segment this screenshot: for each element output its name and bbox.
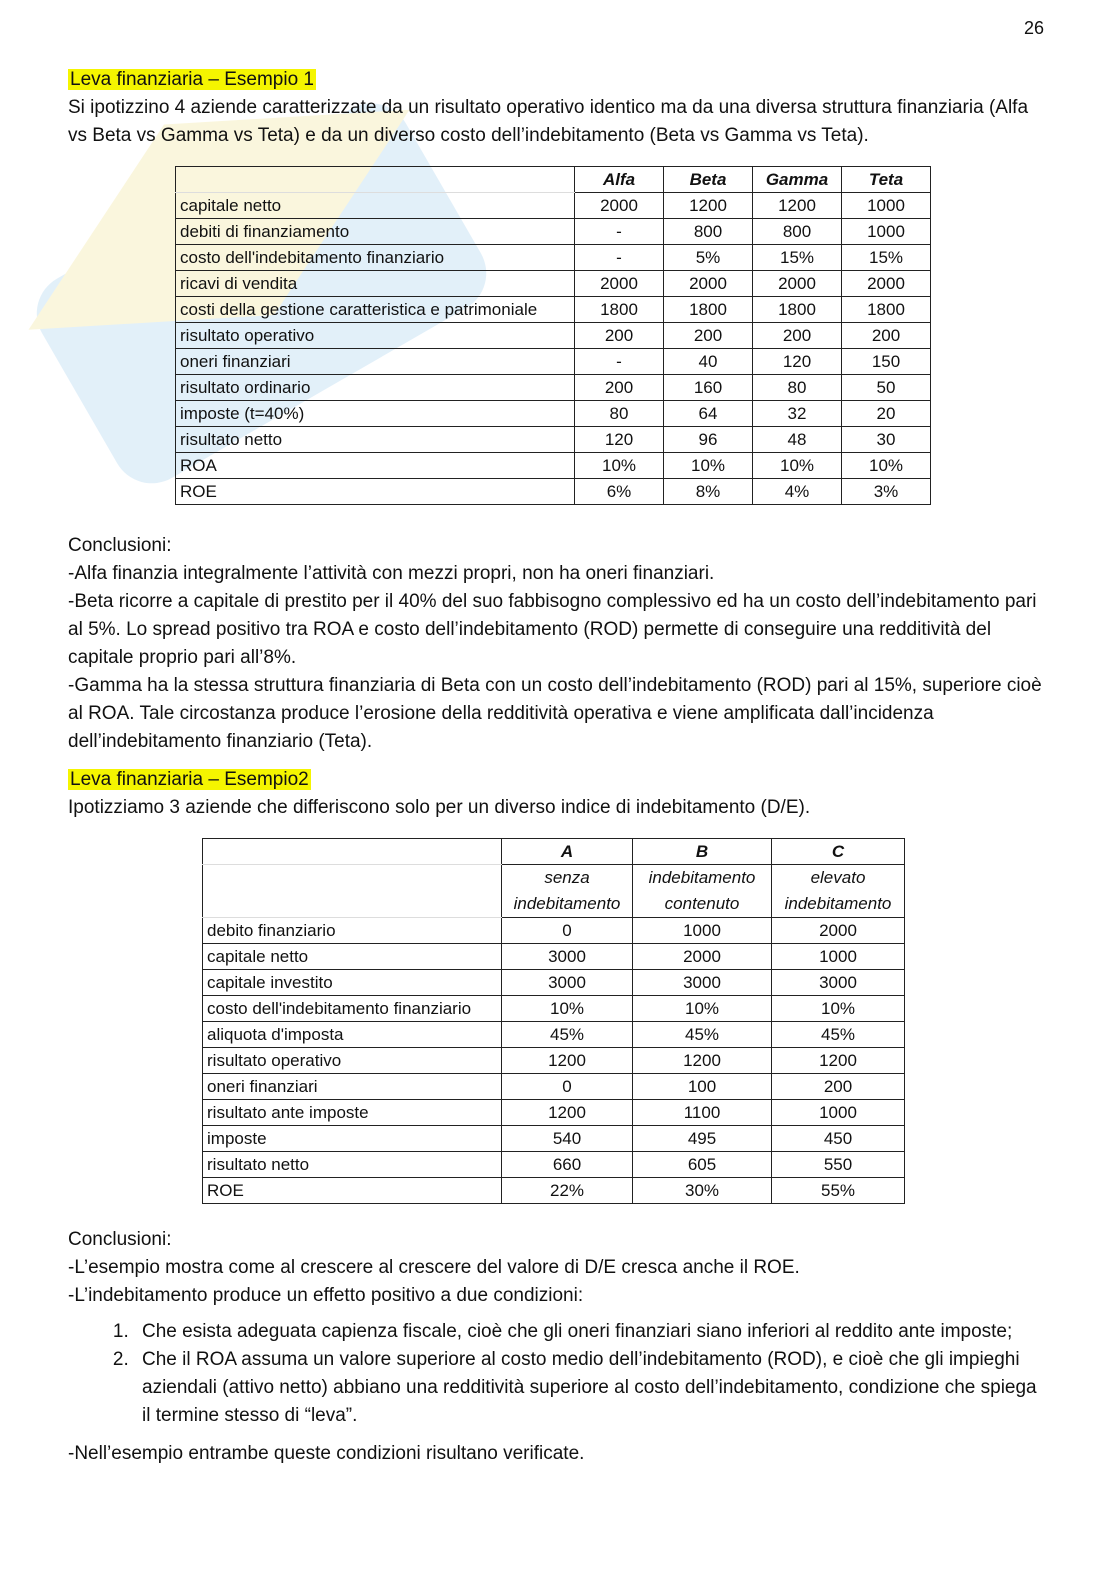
table-cell: 10%: [664, 453, 753, 479]
table-row: [203, 1178, 905, 1204]
conclusion-item: -L’esempio mostra come al crescere al crescere del valore di D/E cresca anche il ROE.: [68, 1257, 800, 1278]
table-row: [176, 479, 931, 505]
table-row: [203, 1152, 905, 1178]
conclusion-item: -Alfa finanzia integralmente l’attività con mezzi propri, non ha oneri finanziari.: [68, 563, 715, 584]
table-cell: 660: [502, 1152, 633, 1178]
row-label: debiti di finanziamento: [176, 219, 575, 245]
table-cell: 100: [633, 1074, 772, 1100]
table-cell: 15%: [753, 245, 842, 271]
table-cell: 1200: [772, 1048, 905, 1074]
table-cell: 10%: [772, 996, 905, 1022]
table-cell: 450: [772, 1126, 905, 1152]
table-cell: 150: [842, 349, 931, 375]
example1-intro: Si ipotizzino 4 aziende caratterizzate da un risultato operativo identico ma da una diversa struttura finanziaria (Alfa vs Beta vs Gamma vs Teta) e da un diverso costo dell’indebitamento (Beta vs Gamma vs Teta).: [68, 97, 1029, 146]
table-row: [203, 970, 905, 996]
table-cell: 50: [842, 375, 931, 401]
table-row: [203, 918, 905, 944]
table-cell: 1000: [772, 1100, 905, 1126]
table-header-cell: A: [502, 839, 633, 865]
row-label: risultato ante imposte: [203, 1100, 502, 1126]
table-cell: 10%: [575, 453, 664, 479]
row-label: oneri finanziari: [203, 1074, 502, 1100]
table-cell: 1200: [633, 1048, 772, 1074]
table-cell: 22%: [502, 1178, 633, 1204]
table-cell: 1000: [842, 193, 931, 219]
list-item: 1. Che esista adeguata capienza fiscale, cioè che gli oneri finanziari siano inferiori al reddito ante imposte;: [134, 1318, 1046, 1346]
row-label: ROE: [203, 1178, 502, 1204]
row-label: imposte: [203, 1126, 502, 1152]
table-row: [203, 996, 905, 1022]
table-cell: 1800: [753, 297, 842, 323]
table-cell: 10%: [633, 996, 772, 1022]
table-cell: 2000: [664, 271, 753, 297]
table-cell: 0: [502, 918, 633, 944]
row-label: risultato operativo: [176, 323, 575, 349]
table-cell: 2000: [575, 271, 664, 297]
table-cell: 1200: [502, 1048, 633, 1074]
table-cell: 45%: [633, 1022, 772, 1048]
table-cell: 10%: [753, 453, 842, 479]
table-row: [203, 944, 905, 970]
table-cell: 1800: [842, 297, 931, 323]
conclusions-title: Conclusioni:: [68, 1229, 172, 1250]
table-row: [176, 375, 931, 401]
table-cell: 55%: [772, 1178, 905, 1204]
table-cell: 4%: [753, 479, 842, 505]
table-cell: 200: [842, 323, 931, 349]
table-row: [203, 1126, 905, 1152]
row-label: debito finanziario: [203, 918, 502, 944]
table-cell: 32: [753, 401, 842, 427]
table-cell: 48: [753, 427, 842, 453]
table-row: [176, 427, 931, 453]
table-cell: 0: [502, 1074, 633, 1100]
table-cell: 800: [664, 219, 753, 245]
table-cell: 6%: [575, 479, 664, 505]
row-label: oneri finanziari: [176, 349, 575, 375]
table-row: [203, 1048, 905, 1074]
table-cell: 80: [575, 401, 664, 427]
table-cell: 8%: [664, 479, 753, 505]
row-label: ROA: [176, 453, 575, 479]
example2-intro: Ipotizziamo 3 aziende che differiscono solo per un diverso indice di indebitamento (D/E).: [68, 797, 811, 818]
table-row: [176, 219, 931, 245]
table-cell: 45%: [502, 1022, 633, 1048]
table-cell: 1200: [753, 193, 842, 219]
example2-table: [202, 838, 905, 1204]
table-header-cell: B: [633, 839, 772, 865]
conclusion-item: -Gamma ha la stessa struttura finanziaria di Beta con un costo dell’indebitamento (ROD) pari al 15%, superiore cioè al ROA. Tale circostanza produce l’erosione della redditività operativa e viene amplificata dall’incidenza dell’indebitamento finanziario (Teta).: [68, 675, 1042, 752]
table-cell: 64: [664, 401, 753, 427]
table-row: [203, 1022, 905, 1048]
table-header-row: [203, 839, 905, 865]
table-header-cell: Beta: [664, 167, 753, 193]
table-cell: 2000: [772, 918, 905, 944]
row-label: capitale investito: [203, 970, 502, 996]
row-label: capitale netto: [176, 193, 575, 219]
table-header-cell: Teta: [842, 167, 931, 193]
table-cell: 1100: [633, 1100, 772, 1126]
table-cell: 2000: [753, 271, 842, 297]
table-cell: 540: [502, 1126, 633, 1152]
table-cell: 80: [753, 375, 842, 401]
table-row: [176, 193, 931, 219]
table-subheader-cell: elevato indebitamento: [772, 865, 905, 918]
example1-conclusions: [68, 532, 1046, 756]
row-label: risultato netto: [203, 1152, 502, 1178]
example2-conclusions: [68, 1226, 1046, 1468]
row-label: ricavi di vendita: [176, 271, 575, 297]
table-cell: 200: [664, 323, 753, 349]
table-cell: 120: [575, 427, 664, 453]
table-row: [176, 271, 931, 297]
table-cell: 1800: [575, 297, 664, 323]
table-row: [176, 453, 931, 479]
table-header-cell: Gamma: [753, 167, 842, 193]
table-cell: 200: [753, 323, 842, 349]
table-cell: -: [575, 349, 664, 375]
table-cell: 550: [772, 1152, 905, 1178]
table-cell: 30%: [633, 1178, 772, 1204]
table-cell: 200: [772, 1074, 905, 1100]
row-label: risultato netto: [176, 427, 575, 453]
table-cell: 40: [664, 349, 753, 375]
table-cell: 2000: [575, 193, 664, 219]
table-header-cell: [203, 839, 502, 865]
row-label: capitale netto: [203, 944, 502, 970]
table-cell: 1200: [502, 1100, 633, 1126]
table-cell: 800: [753, 219, 842, 245]
example2-section: [68, 766, 1046, 822]
table-cell: 3000: [633, 970, 772, 996]
table-cell: 1000: [633, 918, 772, 944]
example1-title: Leva finanziaria – Esempio 1: [70, 69, 314, 90]
row-label: costo dell'indebitamento finanziario: [176, 245, 575, 271]
row-label: aliquota d'imposta: [203, 1022, 502, 1048]
table-cell: 5%: [664, 245, 753, 271]
table-cell: 1200: [664, 193, 753, 219]
table-cell: 30: [842, 427, 931, 453]
table-subheader-cell: senza indebitamento: [502, 865, 633, 918]
table-cell: 1000: [842, 219, 931, 245]
example1-table: [175, 166, 931, 505]
conclusion-item: -Beta ricorre a capitale di prestito per il 40% del suo fabbisogno complessivo ed ha un costo dell’indebitamento pari al 5%. Lo spread positivo tra ROA e costo dell’indebitamento (ROD) permette di conseguire una redditività del capitale proprio pari all’8%.: [68, 591, 1037, 668]
row-label: imposte (t=40%): [176, 401, 575, 427]
table-cell: 3%: [842, 479, 931, 505]
example1-section: [68, 66, 1046, 150]
table-row: [176, 323, 931, 349]
table-subheader-cell: [203, 865, 502, 918]
table-cell: 605: [633, 1152, 772, 1178]
page-number: 26: [1023, 18, 1044, 38]
table-row: [176, 297, 931, 323]
table-row: [176, 401, 931, 427]
conclusions-title: Conclusioni:: [68, 535, 172, 556]
table-cell: 3000: [772, 970, 905, 996]
table-cell: 15%: [842, 245, 931, 271]
table-cell: 10%: [502, 996, 633, 1022]
table-cell: 20: [842, 401, 931, 427]
table-cell: 160: [664, 375, 753, 401]
row-label: costo dell'indebitamento finanziario: [203, 996, 502, 1022]
table-cell: 3000: [502, 944, 633, 970]
row-label: risultato operativo: [203, 1048, 502, 1074]
table-cell: 200: [575, 323, 664, 349]
table-header-cell: Alfa: [575, 167, 664, 193]
table-row: [203, 1074, 905, 1100]
table-cell: 495: [633, 1126, 772, 1152]
table-header-cell: [176, 167, 575, 193]
table-row: [203, 1100, 905, 1126]
table-cell: 2000: [633, 944, 772, 970]
row-label: costi della gestione caratteristica e patrimoniale: [176, 297, 575, 323]
table-header-cell: C: [772, 839, 905, 865]
table-cell: 45%: [772, 1022, 905, 1048]
table-subheader-cell: indebitamento contenuto: [633, 865, 772, 918]
table-cell: 1800: [664, 297, 753, 323]
table-row: [176, 349, 931, 375]
conclusion-item: -L’indebitamento produce un effetto positivo a due condizioni:: [68, 1285, 584, 1306]
table-cell: -: [575, 245, 664, 271]
table-cell: 200: [575, 375, 664, 401]
table-cell: 2000: [842, 271, 931, 297]
list-item: 2. Che il ROA assuma un valore superiore al costo medio dell’indebitamento (ROD), e cioè che gli impieghi aziendali (attivo netto) abbiano una redditività superiore al costo dell’indebitamento, condizione che spiega il termine stesso di “leva”.: [134, 1346, 1046, 1430]
table-cell: 3000: [502, 970, 633, 996]
table-row: [176, 245, 931, 271]
example2-title: Leva finanziaria – Esempio2: [70, 769, 309, 790]
table-cell: 1000: [772, 944, 905, 970]
table-subheader-row: [203, 865, 905, 918]
table-cell: 120: [753, 349, 842, 375]
table-cell: 96: [664, 427, 753, 453]
conditions-list: [68, 1318, 1046, 1430]
final-note: -Nell’esempio entrambe queste condizioni risultano verificate.: [68, 1443, 585, 1464]
row-label: ROE: [176, 479, 575, 505]
table-header-row: [176, 167, 931, 193]
table-cell: -: [575, 219, 664, 245]
table-cell: 10%: [842, 453, 931, 479]
row-label: risultato ordinario: [176, 375, 575, 401]
